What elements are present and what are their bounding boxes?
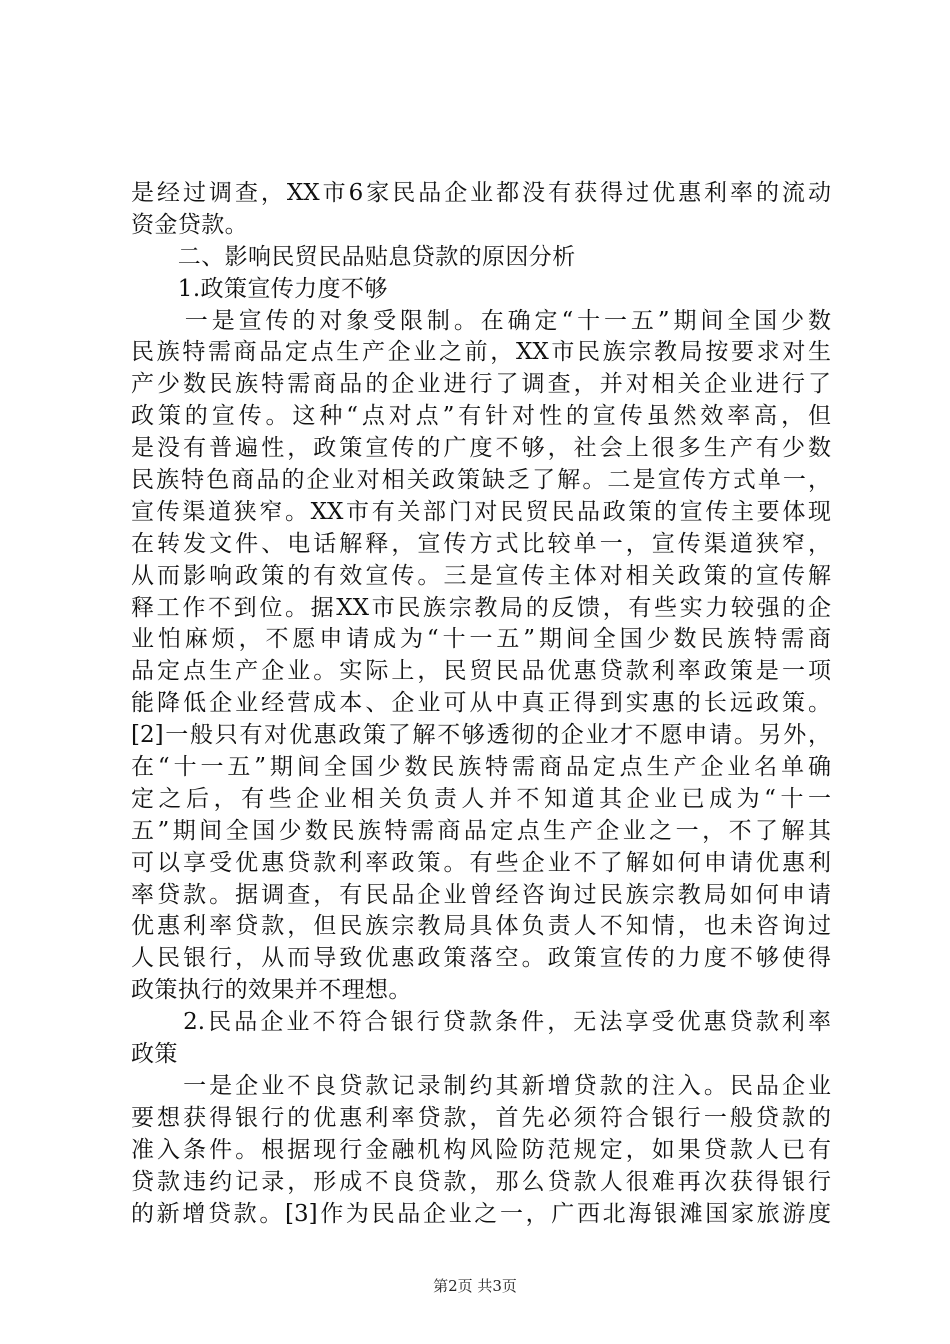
text-line: 要想获得银行的优惠利率贷款，首先必须符合银行一般贷款的 (131, 1104, 831, 1131)
text-line: 政策的宣传。这种“点对点”有针对性的宣传虽然效率高，但 (131, 403, 831, 430)
text-line: 是经过调查，XX市6家民品企业都没有获得过优惠利率的流动 (131, 180, 831, 206)
subsection-heading: 1.政策宣传力度不够 (131, 275, 388, 302)
text-line: 民族特需商品定点生产企业之前，XX市民族宗教局按要求对生 (131, 339, 831, 366)
text-line: 民族特色商品的企业对相关政策缺乏了解。二是宣传方式单一， (131, 467, 831, 494)
text-line: 品定点生产企业。实际上，民贸民品优惠贷款利率政策是一项 (131, 658, 831, 685)
text-line: 资金贷款。 (131, 211, 248, 238)
text-line: 释工作不到位。据XX市民族宗教局的反馈，有些实力较强的企 (131, 594, 831, 621)
page-footer: 第2页 共3页 (433, 1277, 517, 1295)
text-line: 政策执行的效果并不理想。 (131, 977, 412, 1004)
text-line: 可以享受优惠贷款利率政策。有些企业不了解如何申请优惠利 (131, 849, 831, 876)
text-line: 率贷款。据调查，有民品企业曾经咨询过民族宗教局如何申请 (131, 881, 831, 908)
text-line: 一是宣传的对象受限制。在确定“十一五”期间全国少数 (131, 307, 831, 334)
text-line: 是没有普遍性，政策宣传的广度不够，社会上很多生产有少数 (131, 435, 831, 462)
text-line: [2]一般只有对优惠政策了解不够透彻的企业才不愿申请。另外， (131, 722, 831, 749)
text-line: 优惠利率贷款，但民族宗教局具体负责人不知情，也未咨询过 (131, 913, 831, 940)
section-heading: 二、影响民贸民品贴息贷款的原因分析 (131, 243, 576, 270)
text-line: 贷款违约记录，形成不良贷款，那么贷款人很难再次获得银行 (131, 1168, 831, 1195)
subsection-heading: 2.民品企业不符合银行贷款条件，无法享受优惠贷款利率 (131, 1009, 831, 1036)
text-line: 准入条件。根据现行金融机构风险防范规定，如果贷款人已有 (131, 1136, 831, 1163)
text-line: 宣传渠道狭窄。XX市有关部门对民贸民品政策的宣传主要体现 (131, 498, 831, 525)
text-line: 定之后，有些企业相关负责人并不知道其企业已成为“十一 (131, 785, 831, 812)
text-line: 的新增贷款。[3]作为民品企业之一，广西北海银滩国家旅游度 (131, 1200, 831, 1227)
document-body (131, 178, 831, 1230)
text-line: 产少数民族特需商品的企业进行了调查，并对相关企业进行了 (131, 371, 831, 398)
text-line: 在“十一五”期间全国少数民族特需商品定点生产企业名单确 (131, 754, 831, 781)
text-line: 人民银行，从而导致优惠政策落空。政策宣传的力度不够使得 (131, 945, 831, 972)
text-line: 在转发文件、电话解释，宣传方式比较单一，宣传渠道狭窄， (131, 530, 831, 557)
text-line: 能降低企业经营成本、企业可从中真正得到实惠的长远政策。 (131, 690, 831, 717)
text-line: 从而影响政策的有效宣传。三是宣传主体对相关政策的宣传解 (131, 562, 831, 589)
text-line: 五”期间全国少数民族特需商品定点生产企业之一，不了解其 (131, 817, 831, 844)
text-line: 业怕麻烦，不愿申请成为“十一五”期间全国少数民族特需商 (131, 626, 831, 653)
text-line: 一是企业不良贷款记录制约其新增贷款的注入。民品企业 (131, 1072, 831, 1099)
subsection-heading: 政策 (131, 1041, 178, 1068)
